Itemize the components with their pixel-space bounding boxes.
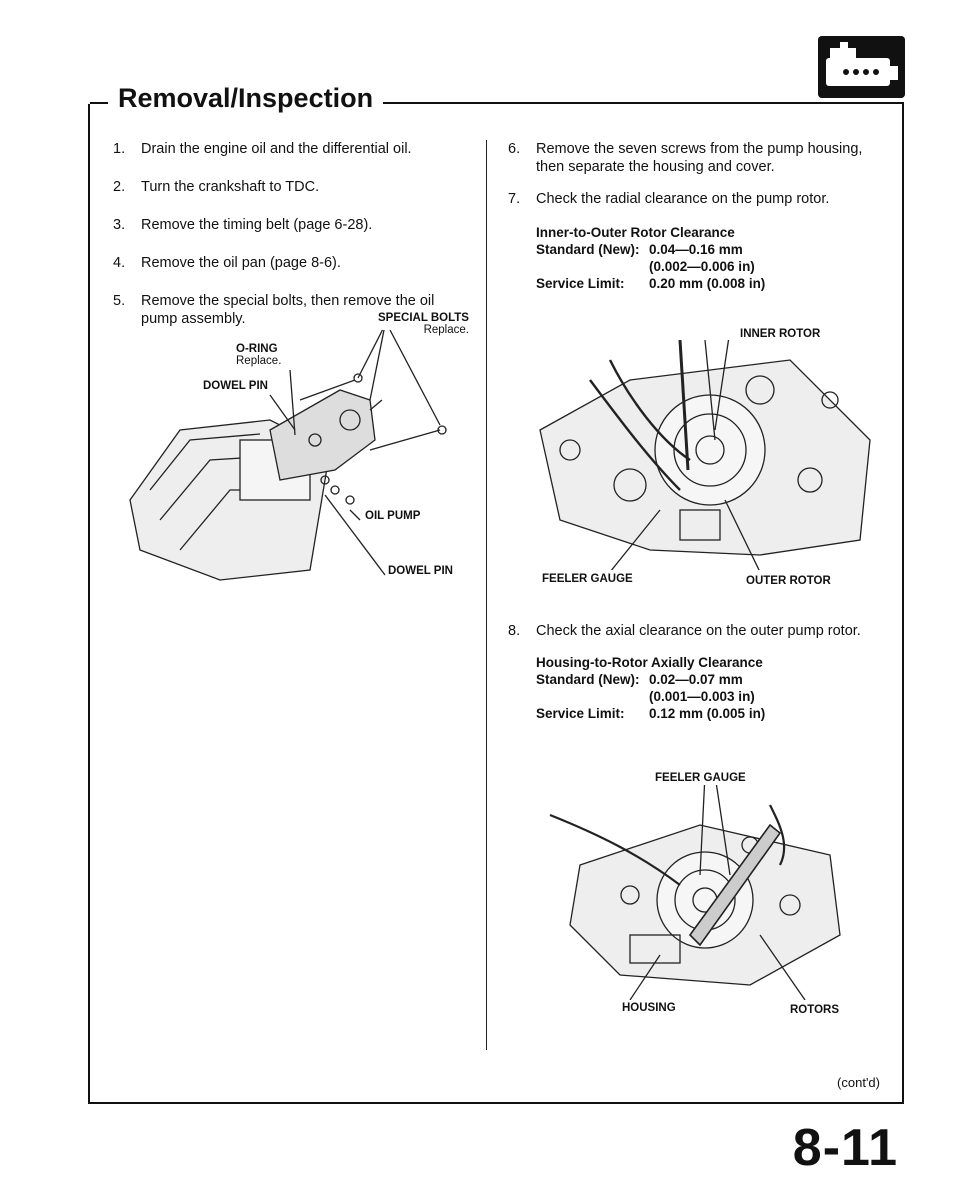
step-item: 4. Remove the oil pan (page 8-6). bbox=[113, 255, 341, 271]
o-ring-label: O-RING Replace. bbox=[236, 343, 282, 367]
column-divider bbox=[486, 140, 487, 1050]
page-number: 8-11 bbox=[792, 1119, 898, 1177]
oil-pump-label: OIL PUMP bbox=[365, 510, 421, 522]
dowel-pin-top-label: DOWEL PIN bbox=[203, 380, 268, 392]
engine-lubrication-icon bbox=[818, 36, 905, 98]
outer-rotor-label: OUTER ROTOR bbox=[746, 575, 831, 587]
axial-clearance-spec: Housing-to-Rotor Axially Clearance Standard (New): 0.02—0.07 mm (0.001—0.003 in) Service Limit: 0.12 mm (0.005 in) bbox=[536, 655, 766, 721]
step-item: 5. Remove the special bolts, then remove the oil pump assembly. bbox=[113, 293, 435, 327]
right-column bbox=[508, 140, 888, 292]
oil-pump-assembly-illustration bbox=[120, 330, 470, 590]
radial-clearance-spec: Inner-to-Outer Rotor Clearance Standard (New): 0.04—0.16 mm (0.002—0.006 in) Service Limit: 0.20 mm (0.008 in) bbox=[536, 225, 766, 291]
step-item: 3. Remove the timing belt (page 6-28). bbox=[113, 217, 373, 233]
step-item: 2. Turn the crankshaft to TDC. bbox=[113, 179, 320, 195]
special-bolts-label: SPECIAL BOLTS Replace. bbox=[378, 312, 469, 336]
dowel-pin-bottom-label: DOWEL PIN bbox=[388, 565, 453, 577]
housing-label: HOUSING bbox=[622, 1002, 676, 1014]
step-item: 8. Check the axial clearance on the outer pump rotor. bbox=[508, 623, 861, 639]
axial-clearance-illustration bbox=[540, 785, 870, 1000]
step-item: 7. Check the radial clearance on the pump rotor. bbox=[508, 191, 830, 207]
step-item: 1. Drain the engine oil and the differential oil. bbox=[113, 141, 412, 157]
feeler-gauge-label: FEELER GAUGE bbox=[542, 573, 633, 585]
feeler-gauge-label-2: FEELER GAUGE bbox=[655, 772, 746, 784]
continued-note: (cont'd) bbox=[837, 1075, 880, 1090]
section-title: Removal/Inspection bbox=[108, 83, 383, 114]
right-column-lower bbox=[508, 622, 888, 722]
radial-clearance-illustration bbox=[530, 340, 880, 570]
step-item: 6. Remove the seven screws from the pump housing, then separate the housing and cover. bbox=[508, 141, 863, 175]
rotors-label: ROTORS bbox=[790, 1004, 839, 1016]
inner-rotor-label: INNER ROTOR bbox=[740, 328, 821, 340]
